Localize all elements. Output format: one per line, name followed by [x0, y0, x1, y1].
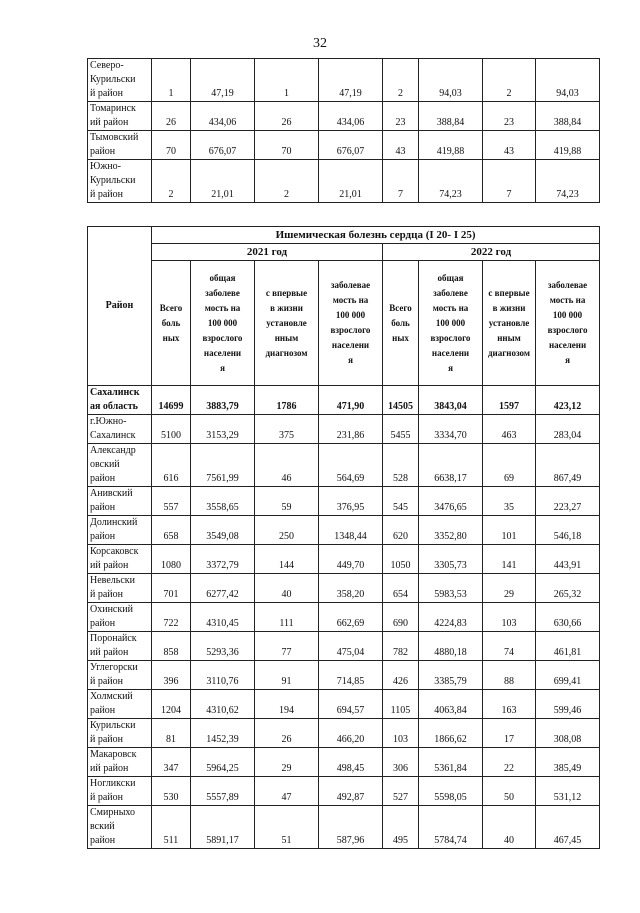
rayon-name	[88, 603, 152, 632]
value-cell: 347	[152, 748, 191, 777]
column-header-line: в жизни	[270, 302, 303, 313]
value-cell: 29	[483, 574, 536, 603]
column-header-line: общая	[209, 272, 236, 283]
value-cell: 5455	[383, 415, 419, 444]
value-cell: 5891,17	[191, 806, 255, 849]
column-header-line: заболеве	[433, 287, 468, 298]
rayon-name-line: й район	[90, 189, 123, 200]
column-header	[255, 261, 319, 386]
value-cell: 620	[383, 516, 419, 545]
value-cell: 498,45	[319, 748, 383, 777]
rayon-name-line: район	[90, 705, 116, 716]
column-header-line: боль	[391, 317, 410, 328]
column-header-line: мость на	[332, 295, 369, 305]
column-header-line: я	[220, 362, 225, 373]
rayon-name-line: Сахалинск	[90, 387, 140, 398]
value-cell: 1105	[383, 690, 419, 719]
value-cell: 714,85	[319, 661, 383, 690]
value-cell: 74	[483, 632, 536, 661]
value-cell: 74,23	[419, 160, 483, 203]
value-cell: 194	[255, 690, 319, 719]
rayon-name-line: район	[90, 618, 116, 629]
value-cell: 419,88	[419, 131, 483, 160]
value-cell: 101	[483, 516, 536, 545]
value-cell: 443,91	[536, 545, 600, 574]
column-header-line: мость на	[549, 295, 586, 305]
value-cell: 531,12	[536, 777, 600, 806]
column-header-line: боль	[161, 317, 181, 328]
rayon-name	[88, 131, 152, 160]
value-cell: 17	[483, 719, 536, 748]
rayon-name	[88, 102, 152, 131]
value-cell: 527	[383, 777, 419, 806]
value-cell: 492,87	[319, 777, 383, 806]
value-cell: 1080	[152, 545, 191, 574]
value-cell: 475,04	[319, 632, 383, 661]
value-cell: 2	[255, 160, 319, 203]
value-cell: 662,69	[319, 603, 383, 632]
table-row	[88, 131, 600, 160]
table-row	[88, 806, 600, 849]
column-header-line: установле	[488, 317, 530, 328]
value-cell: 5983,53	[419, 574, 483, 603]
value-cell: 867,49	[536, 444, 600, 487]
value-cell: 3334,70	[419, 415, 483, 444]
table-row	[88, 160, 600, 203]
table-row	[88, 545, 600, 574]
rayon-name	[88, 444, 152, 487]
rayon-name-line: район	[90, 146, 116, 157]
column-header-line: ных	[392, 332, 409, 343]
value-cell: 23	[383, 102, 419, 131]
value-cell: 103	[383, 719, 419, 748]
rayon-name	[88, 386, 152, 415]
rayon-name-line: й район	[90, 792, 123, 803]
value-cell: 7	[483, 160, 536, 203]
rayon-name	[88, 487, 152, 516]
rayon-header: Район	[88, 227, 152, 386]
rayon-name-line: вский	[90, 821, 115, 832]
rayon-name-line: Ногликски	[90, 778, 136, 789]
value-cell: 545	[383, 487, 419, 516]
rayon-name	[88, 516, 152, 545]
value-cell: 94,03	[536, 59, 600, 102]
column-header-line: взрослого	[547, 325, 588, 335]
value-cell: 35	[483, 487, 536, 516]
table-row	[88, 777, 600, 806]
rayon-name	[88, 574, 152, 603]
value-cell: 47,19	[319, 59, 383, 102]
table-row	[88, 661, 600, 690]
value-cell: 91	[255, 661, 319, 690]
column-header-line: с впервые	[488, 287, 530, 298]
column-header	[191, 261, 255, 386]
value-cell: 103	[483, 603, 536, 632]
column-header-line: нным	[274, 332, 299, 343]
rayon-name	[88, 719, 152, 748]
value-cell: 5964,25	[191, 748, 255, 777]
column-header-line: населени	[431, 347, 470, 358]
rayon-name-line: Поронайск	[90, 633, 137, 644]
rayon-name-line: район	[90, 502, 116, 513]
value-cell: 5598,05	[419, 777, 483, 806]
table-row	[88, 444, 600, 487]
value-cell: 5784,74	[419, 806, 483, 849]
value-cell: 587,96	[319, 806, 383, 849]
table-row	[88, 574, 600, 603]
rayon-name	[88, 160, 152, 203]
value-cell: 1050	[383, 545, 419, 574]
value-cell: 6638,17	[419, 444, 483, 487]
value-cell: 29	[255, 748, 319, 777]
table-row	[88, 516, 600, 545]
value-cell: 163	[483, 690, 536, 719]
column-header-line: в жизни	[492, 302, 526, 313]
rayon-name-line: й район	[90, 88, 123, 99]
value-cell: 699,41	[536, 661, 600, 690]
column-header-line: заболевае	[330, 280, 371, 290]
column-header-line: 100 000	[335, 310, 366, 320]
value-cell: 3352,80	[419, 516, 483, 545]
rayon-name-line: г.Южно-	[90, 416, 127, 427]
value-cell: 81	[152, 719, 191, 748]
rayon-name	[88, 632, 152, 661]
rayon-name	[88, 545, 152, 574]
value-cell: 419,88	[536, 131, 600, 160]
value-cell: 5361,84	[419, 748, 483, 777]
value-cell: 47,19	[191, 59, 255, 102]
value-cell: 1204	[152, 690, 191, 719]
value-cell: 111	[255, 603, 319, 632]
value-cell: 434,06	[319, 102, 383, 131]
value-cell: 471,90	[319, 386, 383, 415]
rayon-name-line: ий район	[90, 117, 129, 128]
rayon-name	[88, 777, 152, 806]
rayon-name-line: й район	[90, 734, 123, 745]
value-cell: 43	[483, 131, 536, 160]
rayon-name-line: Курильски	[90, 74, 136, 85]
rayon-name-line: Смирныхо	[90, 807, 136, 818]
value-cell: 23	[483, 102, 536, 131]
column-header-line: 100 000	[435, 317, 466, 328]
value-cell: 388,84	[419, 102, 483, 131]
value-cell: 46	[255, 444, 319, 487]
value-cell: 59	[255, 487, 319, 516]
rayon-name	[88, 59, 152, 102]
value-cell: 26	[255, 719, 319, 748]
value-cell: 546,18	[536, 516, 600, 545]
rayon-name-line: Курильски	[90, 175, 136, 186]
value-cell: 530	[152, 777, 191, 806]
rayon-name-line: Курильски	[90, 720, 136, 731]
value-cell: 40	[483, 806, 536, 849]
column-header	[483, 261, 536, 386]
rayon-name-line: Тымовский	[90, 132, 139, 143]
value-cell: 449,70	[319, 545, 383, 574]
value-cell: 3372,79	[191, 545, 255, 574]
value-cell: 2	[152, 160, 191, 203]
rayon-name	[88, 415, 152, 444]
column-header-line: с впервые	[265, 287, 308, 298]
value-cell: 4880,18	[419, 632, 483, 661]
value-cell: 690	[383, 603, 419, 632]
value-cell: 50	[483, 777, 536, 806]
table-row	[88, 102, 600, 131]
column-header	[383, 261, 419, 386]
column-header-line: мость на	[432, 302, 469, 313]
value-cell: 231,86	[319, 415, 383, 444]
value-cell: 3843,04	[419, 386, 483, 415]
value-cell: 3883,79	[191, 386, 255, 415]
rayon-name-line: ая область	[90, 401, 138, 412]
year-2021-header: 2021 год	[152, 244, 383, 261]
value-cell: 3385,79	[419, 661, 483, 690]
table-row	[88, 386, 600, 415]
value-cell: 782	[383, 632, 419, 661]
value-cell: 3110,76	[191, 661, 255, 690]
value-cell: 26	[152, 102, 191, 131]
value-cell: 283,04	[536, 415, 600, 444]
value-cell: 14699	[152, 386, 191, 415]
value-cell: 21,01	[319, 160, 383, 203]
column-header-line: взрослого	[430, 332, 471, 343]
value-cell: 5293,36	[191, 632, 255, 661]
value-cell: 306	[383, 748, 419, 777]
value-cell: 21,01	[191, 160, 255, 203]
value-cell: 26	[255, 102, 319, 131]
value-cell: 694,57	[319, 690, 383, 719]
value-cell: 2	[383, 59, 419, 102]
value-cell: 616	[152, 444, 191, 487]
value-cell: 70	[152, 131, 191, 160]
rayon-name-line: район	[90, 835, 116, 846]
rayon-name-line: район	[90, 473, 116, 484]
column-header	[536, 261, 600, 386]
value-cell: 701	[152, 574, 191, 603]
column-header-line: диагнозом	[487, 347, 531, 358]
column-header-line: заболевае	[547, 280, 588, 290]
column-header-line: я	[448, 362, 453, 373]
value-cell: 223,27	[536, 487, 600, 516]
value-cell: 4310,45	[191, 603, 255, 632]
value-cell: 3549,08	[191, 516, 255, 545]
table-row	[88, 415, 600, 444]
value-cell: 423,12	[536, 386, 600, 415]
table-row	[88, 603, 600, 632]
column-header-line: нным	[497, 332, 521, 343]
column-header-line: ных	[162, 332, 180, 343]
value-cell: 1866,62	[419, 719, 483, 748]
column-header	[419, 261, 483, 386]
column-header-line: населени	[548, 340, 587, 350]
value-cell: 2	[483, 59, 536, 102]
value-cell: 51	[255, 806, 319, 849]
rayon-name-line: ий район	[90, 647, 129, 658]
rayon-name-line: Углегорски	[90, 662, 138, 673]
table-title: Ишемическая болезнь сердца (I 20- I 25)	[152, 227, 600, 244]
column-header-line: я	[348, 355, 353, 365]
value-cell: 654	[383, 574, 419, 603]
value-cell: 426	[383, 661, 419, 690]
column-header-line: 100 000	[207, 317, 238, 328]
rayon-name-line: й район	[90, 676, 123, 687]
value-cell: 676,07	[191, 131, 255, 160]
table-row	[88, 690, 600, 719]
value-cell: 6277,42	[191, 574, 255, 603]
value-cell: 43	[383, 131, 419, 160]
column-header-line: взрослого	[330, 325, 371, 335]
rayon-name-line: овский	[90, 459, 120, 470]
rayon-name-line: район	[90, 531, 116, 542]
rayon-name-line: Томаринск	[90, 103, 136, 114]
rayon-name-line: Южно-	[90, 161, 121, 172]
value-cell: 1452,39	[191, 719, 255, 748]
value-cell: 141	[483, 545, 536, 574]
value-cell: 3558,65	[191, 487, 255, 516]
rayon-name	[88, 690, 152, 719]
value-cell: 676,07	[319, 131, 383, 160]
column-header-line: заболеве	[205, 287, 240, 298]
value-cell: 511	[152, 806, 191, 849]
value-cell: 599,46	[536, 690, 600, 719]
value-cell: 467,45	[536, 806, 600, 849]
value-cell: 396	[152, 661, 191, 690]
rayon-name-line: Корсаковск	[90, 546, 139, 557]
value-cell: 1	[255, 59, 319, 102]
table-row	[88, 632, 600, 661]
column-header	[319, 261, 383, 386]
value-cell: 265,32	[536, 574, 600, 603]
value-cell: 14505	[383, 386, 419, 415]
table-row	[88, 748, 600, 777]
value-cell: 388,84	[536, 102, 600, 131]
value-cell: 4063,84	[419, 690, 483, 719]
rayon-name-line: ий район	[90, 560, 129, 571]
rayon-name-line: Сахалинск	[90, 430, 136, 441]
value-cell: 5100	[152, 415, 191, 444]
value-cell: 69	[483, 444, 536, 487]
value-cell: 22	[483, 748, 536, 777]
value-cell: 385,49	[536, 748, 600, 777]
value-cell: 528	[383, 444, 419, 487]
column-header-line: Всего	[159, 302, 183, 313]
value-cell: 4310,62	[191, 690, 255, 719]
value-cell: 77	[255, 632, 319, 661]
column-header-line: населени	[331, 340, 370, 350]
rayon-name-line: Невельски	[90, 575, 135, 586]
rayon-name-line: Охинский	[90, 604, 133, 615]
value-cell: 7	[383, 160, 419, 203]
value-cell: 658	[152, 516, 191, 545]
table-row	[88, 719, 600, 748]
table-row	[88, 487, 600, 516]
value-cell: 40	[255, 574, 319, 603]
rayon-name-line: ий район	[90, 763, 129, 774]
value-cell: 564,69	[319, 444, 383, 487]
rayon-name-line: Северо-	[90, 60, 124, 71]
column-header-line: установле	[266, 317, 307, 328]
value-cell: 630,66	[536, 603, 600, 632]
value-cell: 858	[152, 632, 191, 661]
value-cell: 5557,89	[191, 777, 255, 806]
value-cell: 461,81	[536, 632, 600, 661]
year-2022-header: 2022 год	[383, 244, 600, 261]
value-cell: 466,20	[319, 719, 383, 748]
table-continuation	[87, 58, 600, 203]
rayon-name	[88, 806, 152, 849]
value-cell: 47	[255, 777, 319, 806]
column-header-line: 100 000	[552, 310, 583, 320]
value-cell: 4224,83	[419, 603, 483, 632]
value-cell: 3305,73	[419, 545, 483, 574]
value-cell: 1	[152, 59, 191, 102]
rayon-name	[88, 748, 152, 777]
rayon-name	[88, 661, 152, 690]
rayon-name-line: Александр	[90, 445, 136, 456]
value-cell: 250	[255, 516, 319, 545]
value-cell: 3476,65	[419, 487, 483, 516]
table-row	[88, 59, 600, 102]
value-cell: 375	[255, 415, 319, 444]
page-number: 32	[313, 36, 327, 51]
rayon-name-line: Анивский	[90, 488, 133, 499]
value-cell: 94,03	[419, 59, 483, 102]
column-header-line: диагнозом	[265, 347, 308, 358]
column-header	[152, 261, 191, 386]
column-header-line: мость на	[204, 302, 241, 313]
value-cell: 144	[255, 545, 319, 574]
value-cell: 463	[483, 415, 536, 444]
value-cell: 495	[383, 806, 419, 849]
rayon-name-line: Долинский	[90, 517, 138, 528]
value-cell: 88	[483, 661, 536, 690]
value-cell: 1597	[483, 386, 536, 415]
value-cell: 7561,99	[191, 444, 255, 487]
value-cell: 376,95	[319, 487, 383, 516]
rayon-name-line: Макаровск	[90, 749, 137, 760]
value-cell: 358,20	[319, 574, 383, 603]
value-cell: 74,23	[536, 160, 600, 203]
value-cell: 70	[255, 131, 319, 160]
column-header-line: взрослого	[202, 332, 243, 343]
value-cell: 1786	[255, 386, 319, 415]
rayon-name-line: Холмский	[90, 691, 133, 702]
column-header-line: Всего	[389, 302, 412, 313]
column-header-line: я	[565, 355, 570, 365]
ihd-table	[87, 226, 600, 849]
value-cell: 434,06	[191, 102, 255, 131]
value-cell: 722	[152, 603, 191, 632]
column-header-line: населени	[203, 347, 242, 358]
value-cell: 3153,29	[191, 415, 255, 444]
value-cell: 557	[152, 487, 191, 516]
value-cell: 1348,44	[319, 516, 383, 545]
value-cell: 308,08	[536, 719, 600, 748]
rayon-name-line: й район	[90, 589, 123, 600]
column-header-line: общая	[437, 272, 464, 283]
